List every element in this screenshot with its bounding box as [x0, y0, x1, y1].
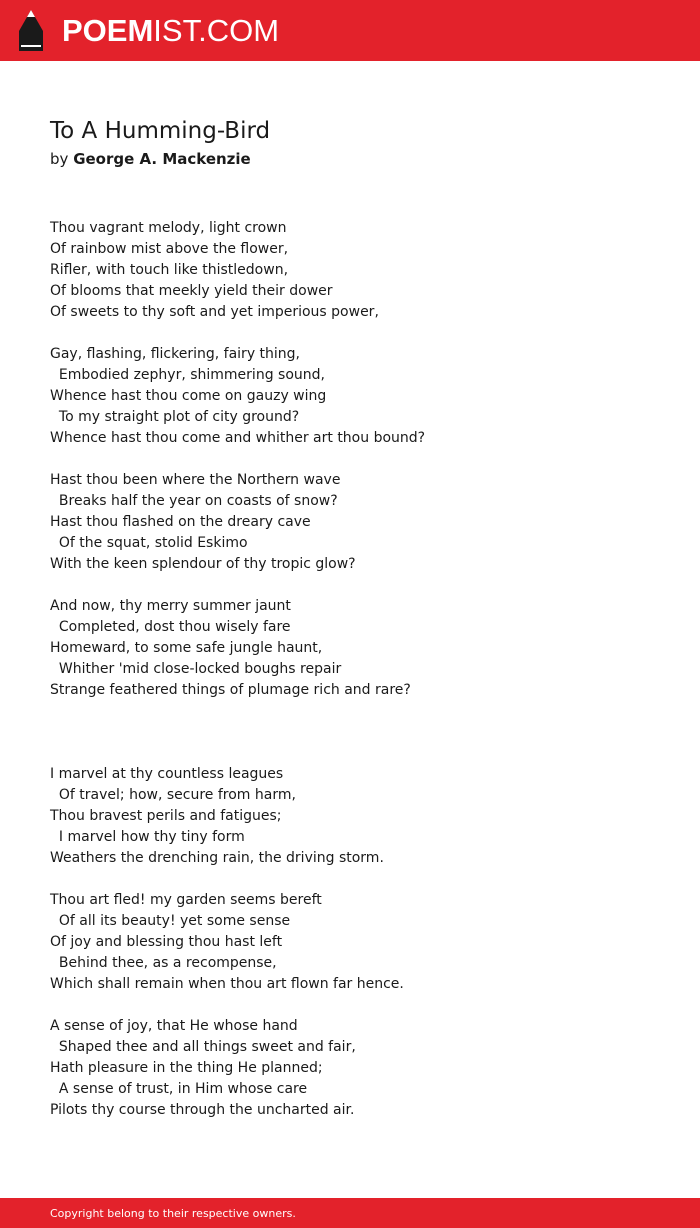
poem-line: And now, thy merry summer jaunt	[50, 598, 291, 614]
poem-line: I marvel how thy tiny form	[50, 829, 245, 845]
logo-light-part: IST.COM	[153, 13, 280, 48]
poem-line: A sense of joy, that He whose hand	[50, 1018, 298, 1034]
poem-title: To A Humming-Bird	[50, 118, 271, 144]
stanza-gap	[50, 743, 670, 764]
site-footer	[0, 1198, 700, 1228]
poem-line: Thou vagrant melody, light crown	[50, 220, 287, 236]
by-label: by	[50, 150, 69, 168]
poem-line: I marvel at thy countless leagues	[50, 766, 284, 782]
poem-line: Shaped thee and all things sweet and fair,	[50, 1039, 356, 1055]
poem-line: Of joy and blessing thou hast left	[50, 934, 283, 950]
stanza-gap	[50, 869, 670, 890]
stanza-gap	[50, 323, 670, 344]
poem-line: Weathers the drenching rain, the driving storm.	[50, 850, 384, 866]
poem-line: A sense of trust, in Him whose care	[50, 1081, 308, 1097]
pencil-logo-icon[interactable]	[17, 9, 45, 53]
poem-line: Of travel; how, secure from harm,	[50, 787, 296, 803]
stanza-gap	[50, 722, 670, 743]
stanza	[50, 764, 670, 869]
poem-line: Of all its beauty! yet some sense	[50, 913, 291, 929]
poem-body	[50, 218, 670, 1121]
copyright-notice: Copyright belong to their respective owners.	[50, 1207, 296, 1220]
poem-line: Of sweets to thy soft and yet imperious power,	[50, 304, 379, 320]
poem-line: Whence hast thou come on gauzy wing	[50, 388, 327, 404]
stanza	[50, 890, 670, 995]
poem-line: To my straight plot of city ground?	[50, 409, 300, 425]
poem-line: Pilots thy course through the uncharted air.	[50, 1102, 355, 1118]
poem-line: Gay, flashing, flickering, fairy thing,	[50, 346, 301, 362]
poem-line: Hast thou been where the Northern wave	[50, 472, 341, 488]
stanza-gap	[50, 995, 670, 1016]
poem-line: Hath pleasure in the thing He planned;	[50, 1060, 323, 1076]
poem-line: Of blooms that meekly yield their dower	[50, 283, 333, 299]
poem-line: Whence hast thou come and whither art thou bound?	[50, 430, 426, 446]
stanza-gap	[50, 449, 670, 470]
poem-line: Behind thee, as a recompense,	[50, 955, 277, 971]
stanza	[50, 218, 670, 323]
logo-bold-part: POEM	[62, 13, 154, 48]
poem-line: Whither 'mid close-locked boughs repair	[50, 661, 342, 677]
site-logo-text[interactable]	[62, 12, 279, 50]
poem-line: Embodied zephyr, shimmering sound,	[50, 367, 325, 383]
poem-line: With the keen splendour of thy tropic glow?	[50, 556, 356, 572]
stanza	[50, 596, 670, 701]
byline	[50, 149, 251, 169]
stanza	[50, 470, 670, 575]
stanza	[50, 344, 670, 449]
poem-line: Strange feathered things of plumage rich and rare?	[50, 682, 411, 698]
stanza-gap	[50, 701, 670, 722]
poem-line: Breaks half the year on coasts of snow?	[50, 493, 338, 509]
poem-line: Of rainbow mist above the flower,	[50, 241, 289, 257]
poem-line: Thou art fled! my garden seems bereft	[50, 892, 322, 908]
author-name: George A. Mackenzie	[73, 150, 251, 168]
poem-line: Rifler, with touch like thistledown,	[50, 262, 289, 278]
poem-line: Of the squat, stolid Eskimo	[50, 535, 248, 551]
poem-line: Thou bravest perils and fatigues;	[50, 808, 282, 824]
poem-line: Completed, dost thou wisely fare	[50, 619, 291, 635]
poem-line: Hast thou flashed on the dreary cave	[50, 514, 311, 530]
poem-line: Which shall remain when thou art flown far hence.	[50, 976, 404, 992]
stanza-gap	[50, 575, 670, 596]
stanza	[50, 1016, 670, 1121]
poem-line: Homeward, to some safe jungle haunt,	[50, 640, 323, 656]
site-header	[0, 0, 700, 61]
